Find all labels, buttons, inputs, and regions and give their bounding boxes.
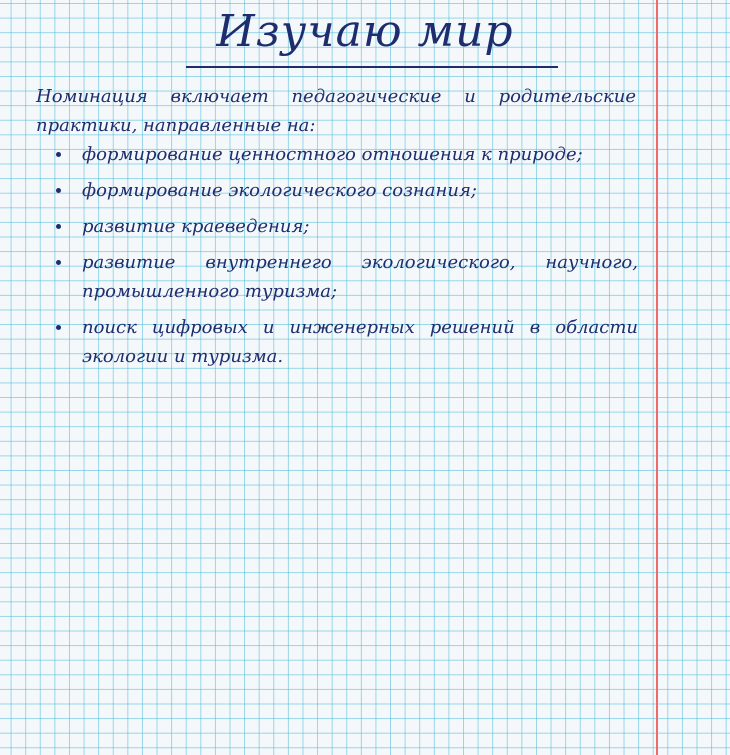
list-item-text: развитие краеведения; [82, 216, 310, 237]
title-underline [186, 66, 558, 68]
margin-line [656, 0, 658, 755]
list-item-text: формирование ценностного отношения к природе; [82, 144, 583, 165]
bullet-icon [56, 260, 61, 265]
list-item [52, 176, 638, 205]
list-item [52, 313, 638, 371]
list-item-text: формирование экологического сознания; [82, 180, 477, 201]
bullet-icon [56, 152, 61, 157]
list-item [52, 212, 638, 241]
bullet-icon [56, 325, 61, 330]
practices-list [52, 140, 638, 378]
list-item [52, 140, 638, 169]
list-item-text: развитие внутреннего экологического, научного, промышленного туризма; [82, 252, 638, 302]
intro-paragraph: Номинация включает педагогические и родительские практики, направленные на: [36, 86, 636, 136]
list-item-text: поиск цифровых и инженерных решений в области экологии и туризма. [82, 317, 638, 367]
list-item [52, 248, 638, 306]
bullet-icon [56, 224, 61, 229]
bullet-icon [56, 188, 61, 193]
page-title: Изучаю мир [216, 6, 514, 57]
